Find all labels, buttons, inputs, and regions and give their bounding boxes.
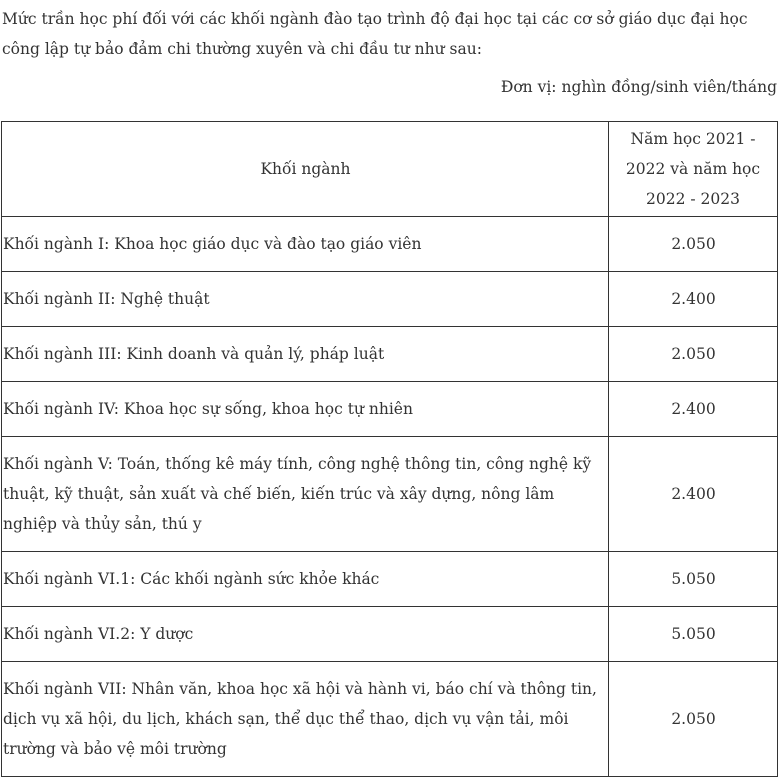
- row-value: 2.050: [609, 327, 778, 382]
- table-row: [2, 607, 778, 662]
- table-row: [2, 437, 778, 552]
- row-name: Khối ngành VI.2: Y dược: [2, 607, 609, 662]
- row-value: 5.050: [609, 607, 778, 662]
- table-row: [2, 552, 778, 607]
- row-name: Khối ngành VII: Nhân văn, khoa học xã hội và hành vi, báo chí và thông tin, dịch vụ xã hội, du lịch, khách sạn, thể dục thể thao, dịch vụ vận tải, môi trường và bảo vệ môi trường: [2, 662, 609, 777]
- table-row: [2, 662, 778, 777]
- row-name: Khối ngành VI.1: Các khối ngành sức khỏe khác: [2, 552, 609, 607]
- row-value: 2.400: [609, 382, 778, 437]
- row-value: 2.050: [609, 217, 778, 272]
- intro-paragraph: Mức trần học phí đối với các khối ngành đào tạo trình độ đại học tại các cơ sở giáo dục đại học công lập tự bảo đảm chi thường xuyên và chi đầu tư như sau:: [2, 10, 748, 58]
- tuition-table: [1, 121, 778, 777]
- row-value: 2.400: [609, 437, 778, 552]
- row-name: Khối ngành V: Toán, thống kê máy tính, công nghệ thông tin, công nghệ kỹ thuật, kỹ thuật, sản xuất và chế biến, kiến trúc và xây dựng, nông lâm nghiệp và thủy sản, thú y: [2, 437, 609, 552]
- table-header-row: [2, 122, 778, 217]
- row-name: Khối ngành III: Kinh doanh và quản lý, pháp luật: [2, 327, 609, 382]
- row-name: Khối ngành II: Nghệ thuật: [2, 272, 609, 327]
- header-nam-hoc: Năm học 2021 - 2022 và năm học 2022 - 2023: [609, 122, 778, 217]
- header-khoi-nganh: Khối ngành: [2, 122, 609, 217]
- table-row: [2, 272, 778, 327]
- row-value: 2.050: [609, 662, 778, 777]
- row-value: 2.400: [609, 272, 778, 327]
- row-name: Khối ngành IV: Khoa học sự sống, khoa học tự nhiên: [2, 382, 609, 437]
- unit-note: Đơn vị: nghìn đồng/sinh viên/tháng: [500, 78, 777, 96]
- table-row: [2, 217, 778, 272]
- table-row: [2, 327, 778, 382]
- row-name: Khối ngành I: Khoa học giáo dục và đào tạo giáo viên: [2, 217, 609, 272]
- table-row: [2, 382, 778, 437]
- row-value: 5.050: [609, 552, 778, 607]
